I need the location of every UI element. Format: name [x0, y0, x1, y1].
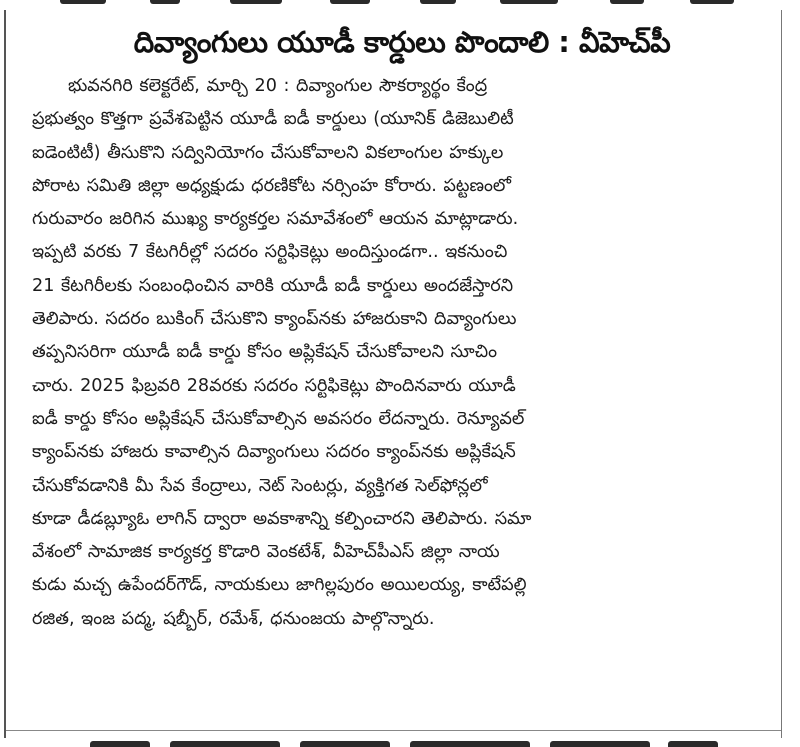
article-headline: దివ్యాంగులు యూడీ కార్డులు పొందాలి : వీహెచ్‌పీ: [133, 25, 671, 59]
column-left-rule: [4, 10, 6, 738]
news-article: [32, 20, 772, 636]
article-line: ప్రభుత్వం కొత్తగా ప్రవేశపెట్టిన యూడీ ఐడీ కార్డులు (యూనిక్ డిజెబులిటీ: [32, 109, 514, 130]
article-line: కూడా డీడబ్ల్యూఓ లాగిన్ ద్వారా అవకాశాన్ని కల్పించారని తెలిపారు. సమా: [32, 508, 532, 529]
article-line: ఇప్పటి వరకు 7 కేటగిరీల్లో సదరం సర్టిఫికెట్లు అందిస్తుండగా.. ఇకనుంచి: [32, 242, 508, 263]
article-body: [32, 70, 772, 636]
column-right-rule: [781, 10, 782, 738]
cropped-next-headline-edge: [0, 738, 800, 747]
article-line: కుడు మచ్చ ఉపేందర్‌గౌడ్, నాయకులు జాగిల్లపురం అయిలయ్య, కాటేపల్లి: [32, 575, 527, 596]
article-line: ఐడెంటిటీ) తీసుకొని సద్వినియోగం చేసుకోవాలని వికలాంగుల హక్కుల: [32, 142, 504, 163]
article-line: తెలిపారు. సదరం బుకింగ్ చేసుకొని క్యాంప్‌నకు హాజరుకాని దివ్యాంగులు: [32, 309, 517, 330]
article-line: చారు. 2025 ఫిబ్రవరి 28వరకు సదరం సర్టిఫికెట్లు పొందినవారు యూడీ: [32, 375, 516, 396]
article-line: పోరాట సమితి జిల్లా అధ్యక్షుడు ధరణికోట నర్సింహ కోరారు. పట్టణంలో: [32, 175, 512, 196]
article-line: ఐడీ కార్డు కోసం అప్లికేషన్ చేసుకోవాల్సిన అవసరం లేదన్నారు. రెన్యూవల్: [32, 408, 525, 429]
article-line: క్యాంప్‌నకు హాజరు కావాల్సిన దివ్యాంగులు సదరం క్యాంప్‌నకు అప్లికేషన్: [32, 442, 516, 463]
cropped-previous-article-edge: [0, 0, 800, 8]
article-line: 21 కేటగిరీలకు సంబంధించిన వారికి యూడీ ఐడీ కార్డులు అందజేస్తారని: [32, 275, 514, 296]
article-line: వేశంలో సామాజిక కార్యకర్త కొడారి వెంకటేశ్, వీహెచ్‌పీఎస్ జిల్లా నాయ: [32, 542, 500, 563]
article-line: చేసుకోవడానికి మీ సేవ కేంద్రాలు, నెట్ సెంటర్లు, వ్యక్తిగత సెల్‌ఫోన్లలో: [32, 475, 488, 496]
article-line: గురువారం జరిగిన ముఖ్య కార్యకర్తల సమావేశంలో ఆయన మాట్లాడారు.: [32, 209, 519, 230]
article-line: తప్పనిసరిగా యూడీ ఐడీ కార్డు కోసం అప్లికేషన్ చేసుకోవాలని సూచిం: [32, 342, 498, 363]
column-bottom-rule: [6, 730, 781, 731]
article-line: రజిత, ఇంజ పద్మ, షబ్బీర్, రమేశ్, ధనుంజయ పాల్గొన్నారు.: [32, 608, 435, 629]
article-line: భువనగిరి కలెక్టరేట్, మార్చి 20 : దివ్యాంగుల సౌకర్యార్థం కేంద్ర: [68, 76, 488, 96]
